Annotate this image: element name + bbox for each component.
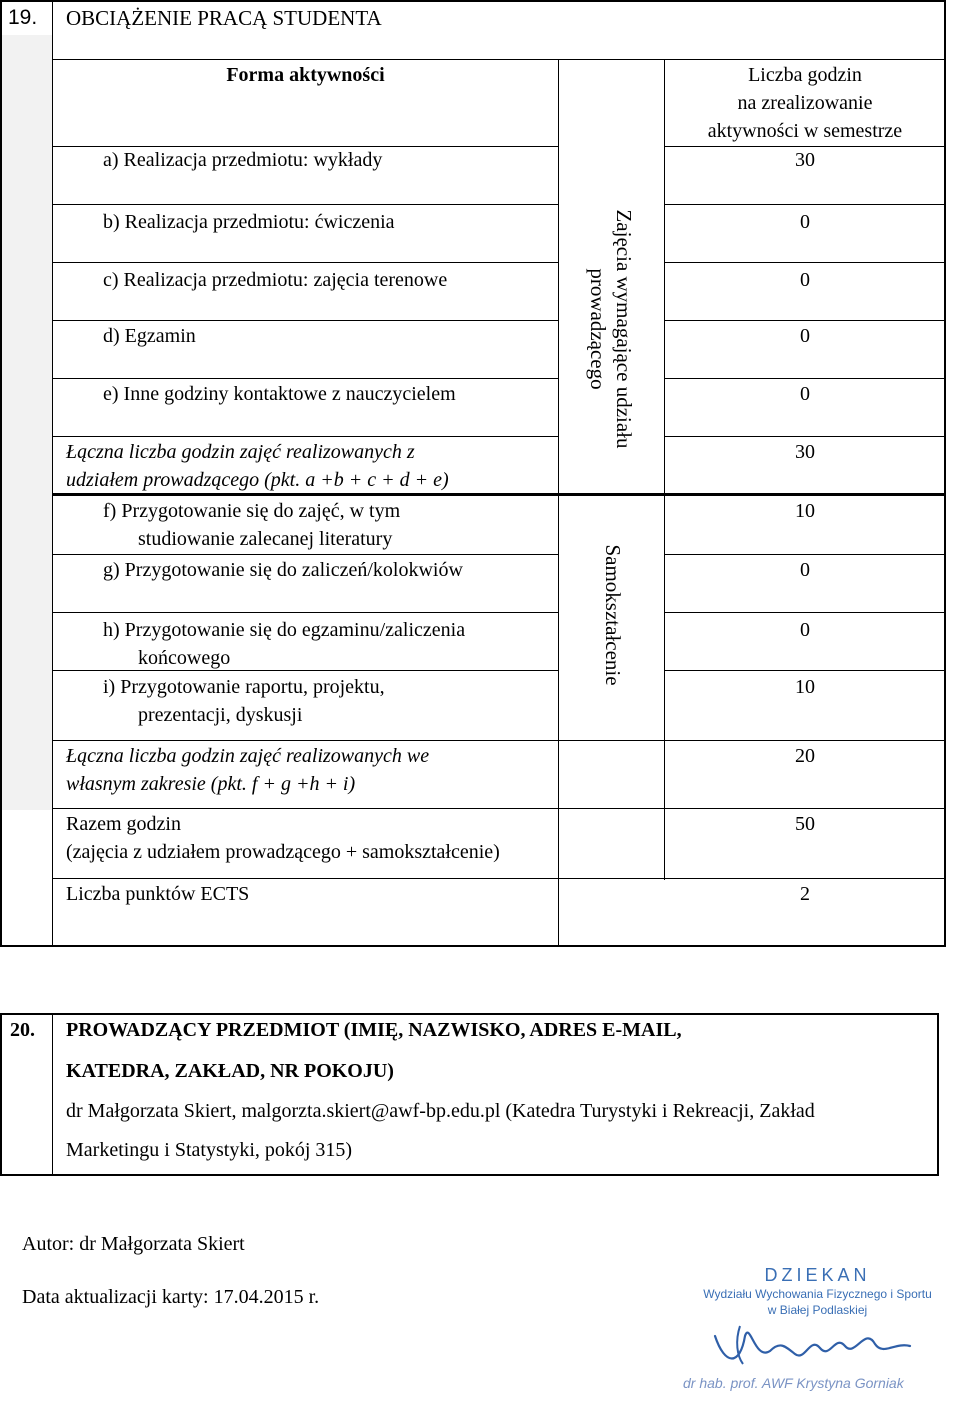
author-line: Autor: dr Małgorzata Skiert	[22, 1233, 245, 1255]
row-c-value: 0	[800, 269, 810, 291]
section20-number: 20.	[10, 1019, 35, 1041]
row-f-label-2: studiowanie zalecanej literatury	[138, 528, 393, 550]
row-e-value: 0	[800, 383, 810, 405]
row-sum-contact-label-2: udziałem prowadzącego (pkt. a +b + c + d + e)	[66, 469, 449, 491]
row-sum-contact-label-1: Łączna liczba godzin zajęć realizowanych z	[66, 441, 415, 463]
row-a-label: a) Realizacja przedmiotu: wykłady	[103, 149, 383, 171]
header-hours-line2: na zrealizowanie	[737, 92, 873, 114]
row-f-value: 10	[795, 500, 815, 522]
lecturer-info-1: dr Małgorzata Skiert, malgorzta.skiert@awf-bp.edu.pl (Katedra Turystyki i Rekreacji, Zakład	[66, 1100, 815, 1122]
group-label-contact-line2: prowadzącego	[586, 268, 610, 390]
header-hours	[665, 61, 945, 145]
row-i-label-2: prezentacji, dyskusji	[138, 704, 303, 726]
row-sum-contact-value: 30	[795, 441, 815, 463]
row-i-label-1: i) Przygotowanie raportu, projektu,	[103, 676, 385, 698]
row-total-label-1: Razem godzin	[66, 813, 181, 835]
row-d-label: d) Egzamin	[103, 325, 196, 347]
signature-caption: dr hab. prof. AWF Krystyna Gorniak	[683, 1375, 904, 1391]
row-ects-label: Liczba punktów ECTS	[66, 883, 250, 905]
row-b-value: 0	[800, 211, 810, 233]
row-total-label-2: (zajęcia z udziałem prowadzącego + samokształcenie)	[66, 841, 500, 863]
header-hours-line1: Liczba godzin	[748, 64, 862, 86]
row-c-label: c) Realizacja przedmiotu: zajęcia terenowe	[103, 269, 448, 291]
row-h-label-1: h) Przygotowanie się do egzaminu/zaliczenia	[103, 619, 466, 641]
header-activity-form: Forma aktywności	[226, 64, 385, 86]
signature-image	[695, 1316, 925, 1376]
lecturer-info-2: Marketingu i Statystyki, pokój 315)	[66, 1139, 353, 1161]
section-title: OBCIĄŻENIE PRACĄ STUDENTA	[66, 6, 382, 30]
row-f-label-1: f) Przygotowanie się do zajęć, w tym	[103, 500, 401, 522]
section-number: 19.	[8, 6, 38, 29]
group-label-contact	[585, 139, 637, 519]
section20-title-2: KATEDRA, ZAKŁAD, NR POKOJU)	[66, 1060, 394, 1082]
row-h-label-2: końcowego	[138, 647, 231, 669]
group-label-self-study	[596, 465, 626, 765]
header-hours-line3: aktywności w semestrze	[707, 120, 903, 142]
dean-stamp	[675, 1264, 960, 1399]
row-g-value: 0	[800, 559, 810, 581]
update-date-line: Data aktualizacji karty: 17.04.2015 r.	[22, 1286, 320, 1308]
row-i-value: 10	[795, 676, 815, 698]
row-a-value: 30	[795, 149, 815, 171]
group-label-contact-line1: Zajęcia wymagające udziału	[612, 209, 636, 449]
row-sum-self-value: 20	[795, 745, 815, 767]
row-sum-self-label-2: własnym zakresie (pkt. f + g +h + i)	[66, 773, 356, 795]
stamp-title: DZIEKAN	[764, 1265, 871, 1285]
stamp-line2: w Białej Podlaskiej	[767, 1303, 868, 1317]
row-total-value: 50	[795, 813, 815, 835]
row-g-label: g) Przygotowanie się do zaliczeń/kolokwiów	[103, 559, 463, 581]
row-d-value: 0	[800, 325, 810, 347]
group-label-self-study-text: Samokształcenie	[601, 544, 625, 686]
row-b-label: b) Realizacja przedmiotu: ćwiczenia	[103, 211, 395, 233]
stamp-line1: Wydziału Wychowania Fizycznego i Sportu	[703, 1287, 932, 1301]
row-sum-self-label-1: Łączna liczba godzin zajęć realizowanych we	[66, 745, 430, 767]
row-ects-value: 2	[800, 883, 810, 905]
row-e-label: e) Inne godziny kontaktowe z nauczycielem	[103, 383, 456, 405]
row-h-value: 0	[800, 619, 810, 641]
section20-title-1: PROWADZĄCY PRZEDMIOT (IMIĘ, NAZWISKO, ADRES E-MAIL,	[66, 1019, 682, 1041]
